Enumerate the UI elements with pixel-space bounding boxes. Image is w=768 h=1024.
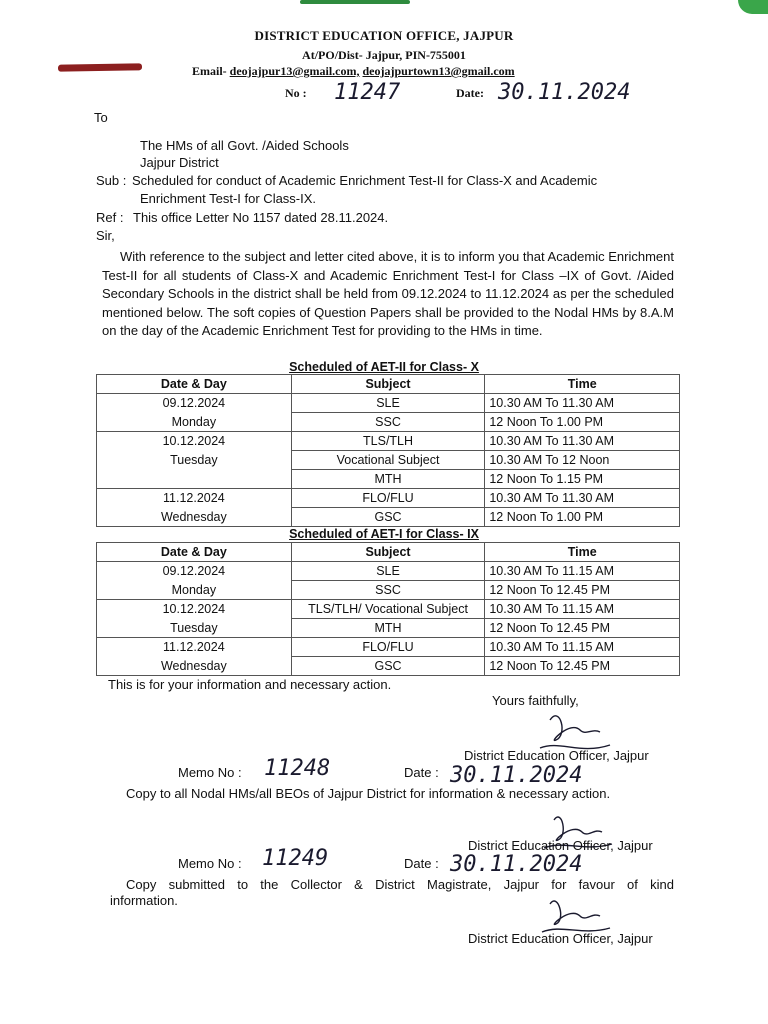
time-cell: 10.30 AM To 11.15 AM [485, 638, 680, 657]
memo1-label: Memo No : [178, 765, 242, 780]
day-cell: Tuesday [97, 451, 292, 470]
memo1-number: 11248 [264, 756, 331, 781]
email-label: Email- [192, 64, 227, 78]
subject-cell: MTH [291, 619, 485, 638]
col-header-time: Time [485, 375, 680, 394]
col-header-subject: Subject [291, 375, 485, 394]
memo1-date-label: Date : [404, 765, 439, 780]
date-cell: 09.12.2024 [97, 394, 292, 413]
table-row [97, 657, 680, 676]
date-cell: 11.12.2024 [97, 638, 292, 657]
letter-date-value: 30.11.2024 [498, 80, 631, 105]
day-cell: Monday [97, 581, 292, 600]
top-edge-mark [300, 0, 410, 4]
memo2-copy-text-line-1: Copy submitted to the Collector & District Magistrate, Jajpur for favour of kind [126, 877, 674, 892]
subject-cell: MTH [291, 470, 485, 489]
corner-edge-mark [738, 0, 768, 14]
table-row [97, 508, 680, 527]
table-row [97, 394, 680, 413]
salutation: Sir, [96, 228, 115, 243]
subject-cell: SSC [291, 413, 485, 432]
schedule-table-class-x [96, 374, 680, 527]
time-cell: 10.30 AM To 11.30 AM [485, 489, 680, 508]
ref-text: This office Letter No 1157 dated 28.11.2024. [133, 210, 389, 225]
date-cell: 09.12.2024 [97, 562, 292, 581]
day-cell: Wednesday [97, 657, 292, 676]
office-email [192, 64, 515, 79]
time-cell: 10.30 AM To 12 Noon [485, 451, 680, 470]
table-row [97, 600, 680, 619]
memo2-date-value: 30.11.2024 [450, 852, 583, 877]
body-paragraph: With reference to the subject and letter cited above, it is to inform you that Academic Enrichment Test-II for all students of Class-X and Academic Enrichment Test-I for Class –IX of Govt. /Aided Secondary Schools in the district shall be held from 09.12.2024 to 11.12.2024 as per the scheduled mentioned below. The soft copies of Question Papers shall be provided to the Nodal HMs by 8.A.M on the day of the Academic Enrichment Test for providing to the HMs in time. [102, 249, 674, 339]
subject-cell: FLO/FLU [291, 489, 485, 508]
letter-date-label: Date: [456, 86, 484, 100]
col-header-date: Date & Day [97, 543, 292, 562]
table-x-caption: Scheduled of AET-II for Class- X [289, 360, 479, 374]
table-row [97, 413, 680, 432]
time-cell: 12 Noon To 1.00 PM [485, 413, 680, 432]
table-row [97, 451, 680, 470]
signatory-designation-3: District Education Officer, Jajpur [468, 931, 653, 946]
subject-label: Sub : [96, 173, 127, 188]
subject-cell: SLE [291, 562, 485, 581]
subject-line-2: Enrichment Test-I for Class-IX. [140, 191, 317, 206]
table-row [97, 489, 680, 508]
time-cell: 12 Noon To 12.45 PM [485, 657, 680, 676]
memo2-copy-text-line-2: information. [110, 893, 178, 908]
memo2-number: 11249 [262, 846, 329, 871]
subject-cell: TLS/TLH [291, 432, 485, 451]
letter-no-label: No : [285, 86, 307, 100]
subject-cell: SSC [291, 581, 485, 600]
to-label: To [94, 110, 108, 125]
subject-cell: FLO/FLU [291, 638, 485, 657]
day-cell: Tuesday [97, 619, 292, 638]
date-cell: 10.12.2024 [97, 600, 292, 619]
time-cell: 10.30 AM To 11.30 AM [485, 394, 680, 413]
time-cell: 12 Noon To 12.45 PM [485, 619, 680, 638]
closing-info: This is for your information and necessary action. [108, 677, 392, 692]
date-cell: 11.12.2024 [97, 489, 292, 508]
empty-cell [97, 470, 292, 489]
signatory-designation-2: District Education Officer, Jajpur [468, 838, 653, 853]
margin-pen-mark [58, 63, 142, 71]
time-cell: 10.30 AM To 11.15 AM [485, 600, 680, 619]
subject-line-1: Scheduled for conduct of Academic Enrichment Test-II for Class-X and Academic [132, 173, 598, 188]
letter-no-value: 11247 [334, 80, 401, 105]
table-row [97, 432, 680, 451]
memo1-copy-text: Copy to all Nodal HMs/all BEOs of Jajpur District for information & necessary action. [126, 786, 611, 801]
signatory-designation-1: District Education Officer, Jajpur [464, 748, 649, 763]
table-row [97, 562, 680, 581]
col-header-subject: Subject [291, 543, 485, 562]
yours-faithfully: Yours faithfully, [492, 693, 579, 708]
day-cell: Monday [97, 413, 292, 432]
time-cell: 12 Noon To 1.00 PM [485, 508, 680, 527]
table-row [97, 581, 680, 600]
table-header-row [97, 543, 680, 562]
table-row [97, 619, 680, 638]
table-ix-caption: Scheduled of AET-I for Class- IX [289, 527, 479, 541]
time-cell: 12 Noon To 1.15 PM [485, 470, 680, 489]
recipient-line-2: Jajpur District [140, 155, 219, 170]
time-cell: 10.30 AM To 11.30 AM [485, 432, 680, 451]
col-header-time: Time [485, 543, 680, 562]
subject-cell: Vocational Subject [291, 451, 485, 470]
schedule-table-class-ix [96, 542, 680, 676]
recipient-line-1: The HMs of all Govt. /Aided Schools [140, 138, 349, 153]
email-link-2[interactable]: deojajpurtown13@gmail.com [362, 64, 515, 78]
memo2-date-label: Date : [404, 856, 439, 871]
col-header-date: Date & Day [97, 375, 292, 394]
table-row [97, 470, 680, 489]
office-title: DISTRICT EDUCATION OFFICE, JAJPUR [254, 28, 514, 43]
subject-cell: SLE [291, 394, 485, 413]
date-cell: 10.12.2024 [97, 432, 292, 451]
memo1-date-value: 30.11.2024 [450, 763, 583, 788]
subject-cell: GSC [291, 657, 485, 676]
office-address: At/PO/Dist- Jajpur, PIN-755001 [302, 48, 466, 62]
email-link-1[interactable]: deojajpur13@gmail.com, [229, 64, 360, 78]
ref-label: Ref : [96, 210, 124, 225]
table-header-row [97, 375, 680, 394]
memo2-label: Memo No : [178, 856, 242, 871]
time-cell: 12 Noon To 12.45 PM [485, 581, 680, 600]
time-cell: 10.30 AM To 11.15 AM [485, 562, 680, 581]
subject-cell: GSC [291, 508, 485, 527]
table-row [97, 638, 680, 657]
day-cell: Wednesday [97, 508, 292, 527]
subject-cell: TLS/TLH/ Vocational Subject [291, 600, 485, 619]
